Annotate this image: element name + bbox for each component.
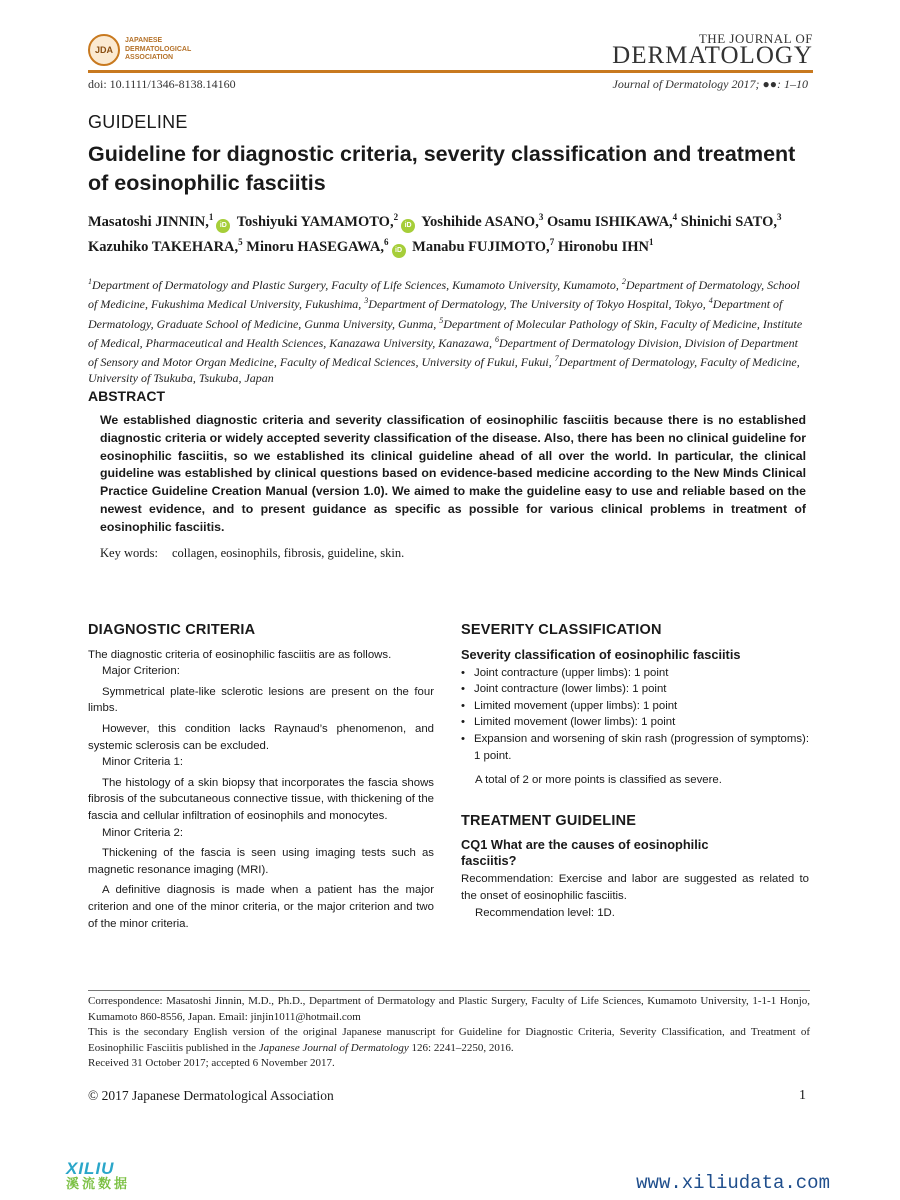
watermark-url: www.xiliudata.com: [636, 1172, 830, 1194]
abstract-heading: ABSTRACT: [88, 388, 165, 404]
orcid-icon[interactable]: iD: [392, 244, 406, 258]
original-journal-name: Japanese Journal of Dermatology: [258, 1041, 409, 1054]
author-affiliation-marker: 3: [776, 212, 782, 222]
major-criterion-note: However, this condition lacks Raynaud’s phenomenon, and systemic sclerosis can be excluded.: [88, 722, 434, 752]
list-item-text: Joint contracture (lower limbs): 1 point: [474, 683, 667, 696]
author-affiliation-marker: 2: [393, 212, 399, 222]
list-item: [461, 731, 809, 764]
author-list: [88, 208, 808, 258]
affiliation-text: Department of Dermatology, Graduate School of Medicine, Gunma University, Gunma,: [88, 297, 783, 331]
affiliation-number: 5: [439, 315, 444, 325]
list-item: [461, 665, 809, 682]
affiliation-number: 1: [88, 277, 92, 286]
list-item: [461, 681, 809, 698]
bullet-icon: •: [461, 716, 465, 729]
watermark-logo-latin: XILIU: [66, 1159, 115, 1178]
translation-note-prefix: This is the secondary English version of the original Japanese manuscript for Guideline for Diagnostic Criteria, Severity Classification, and Treatment of Eosinophilic Fasciitis published in the: [88, 1026, 810, 1054]
affiliation-text: Department of Dermatology, The University of Tokyo Hospital, Tokyo,: [368, 297, 709, 312]
list-item-text: Joint contracture (upper limbs): 1 point: [474, 666, 669, 679]
journal-title-large: DERMATOLOGY: [612, 42, 813, 69]
affiliation-list: [88, 274, 810, 387]
diagnostic-criteria-heading: DIAGNOSTIC CRITERIA: [88, 622, 256, 638]
diagnosis-conclusion: A definitive diagnosis is made when a patient has the major criterion and one of the minor criteria, or the major criterion and two of the minor criteria.: [88, 884, 434, 930]
major-criterion-label: Major Criterion:: [102, 665, 180, 678]
cq1-title: CQ1 What are the causes of eosinophilic fasciitis?: [461, 837, 709, 869]
author-name: Osamu ISHIKAWA,: [546, 213, 673, 230]
list-item-text: Limited movement (upper limbs): 1 point: [474, 699, 678, 712]
list-item: [461, 714, 809, 731]
doi-link[interactable]: doi: 10.1111/1346-8138.14160: [88, 77, 236, 91]
minor-criteria-2-text: Thickening of the fascia is seen using imaging tests such as magnetic resonance imaging (MRI).: [88, 847, 434, 876]
translation-note-suffix: 126: 2241–2250, 2016.: [408, 1041, 514, 1054]
article-title: Guideline for diagnostic criteria, severity classification and treatment of eosinophilic fasciitis: [88, 142, 796, 195]
bullet-icon: •: [461, 732, 465, 745]
journal-reference: Journal of Dermatology 2017; ●●: 1–10: [612, 77, 808, 91]
correspondence-note: Correspondence: Masatoshi Jinnin, M.D., Ph.D., Department of Dermatology and Plastic Surgery, Faculty of Life Sciences, Kumamoto University, 1-1-1 Honjo, Kumamoto 860-8556, Japan. Email: jinjin1011@hotmail.com: [88, 995, 810, 1023]
affiliation-number: 7: [554, 354, 559, 364]
right-column: [461, 622, 809, 921]
affiliation-number: 6: [494, 334, 499, 344]
bullet-icon: •: [461, 683, 465, 696]
orcid-icon[interactable]: iD: [401, 219, 415, 233]
affiliation-text: Department of Dermatology Division, Division of Department of Sensory and Motor Organ Medicine, Faculty of Medical Sciences, University of Fukui, Fukui,: [88, 335, 798, 370]
left-column: [88, 622, 434, 932]
keywords-list: collagen, eosinophils, fibrosis, guideline, skin.: [171, 546, 405, 560]
author-affiliation-marker: 1: [208, 212, 214, 222]
received-dates: Received 31 October 2017; accepted 6 November 2017.: [88, 1057, 335, 1069]
watermark-logo: [66, 1160, 130, 1193]
footer-rule: [88, 990, 810, 991]
copyright-notice: © 2017 Japanese Dermatological Association: [88, 1088, 334, 1103]
journal-title-small: THE JOURNAL OF: [698, 31, 813, 46]
list-item: [461, 698, 809, 715]
author-affiliation-marker: 3: [538, 212, 544, 222]
page-number: 1: [799, 1088, 806, 1103]
minor-criteria-1-text: The histology of a skin biopsy that incorporates the fascia shows fibrosis of the subcutaneous connective tissue, with thickening of the fascia and cellular infiltration of eosinophils and monocytes.: [88, 776, 434, 822]
list-item-text: Limited movement (lower limbs): 1 point: [474, 716, 676, 729]
abstract-text: We established diagnostic criteria and severity classification of eosinophilic fasciitis because there is no established diagnostic criteria or widely accepted severity classification of the disease. Also, there has been no clinical guideline for eosinophilic fasciitis, so we established its clinical guideline ahead of all over the world. In particular, the clinical guideline was established by clinical questions based on evidence-based medicine according to the New Minds Clinical Practice Guideline Creation Manual (version 1.0). We aimed to make the guideline easy to use and reliable based on the newest evidence, and to present guidance as specific as possible for various clinical problems in treatment of eosinophilic fasciitis.: [100, 413, 806, 534]
affiliation-number: 4: [708, 296, 713, 306]
author-name: Toshiyuki YAMAMOTO,: [236, 213, 394, 230]
affiliation-text: Department of Dermatology and Plastic Surgery, Faculty of Life Sciences, Kumamoto University, Kumamoto,: [92, 278, 622, 292]
author-name: Shinichi SATO,: [680, 213, 777, 230]
affiliation-number: 3: [364, 296, 369, 306]
list-item-text: Expansion and worsening of skin rash (progression of symptoms): 1 point.: [474, 732, 809, 762]
severity-subheading: Severity classification of eosinophilic fasciitis: [461, 646, 741, 662]
author-name: Masatoshi JINNIN,: [88, 213, 209, 230]
diagnostic-intro: The diagnostic criteria of eosinophilic fasciitis are as follows.: [88, 648, 392, 661]
author-name: Hironobu IHN: [557, 238, 650, 255]
bullet-icon: •: [461, 666, 465, 679]
article-type: GUIDELINE: [88, 112, 188, 132]
orcid-icon[interactable]: iD: [216, 219, 230, 233]
society-logo: JDA: [88, 34, 120, 66]
severity-classification-heading: SEVERITY CLASSIFICATION: [461, 622, 662, 638]
author-affiliation-marker: 7: [549, 236, 555, 247]
keywords-label: Key words:: [100, 546, 158, 560]
author-affiliation-marker: 5: [238, 236, 243, 247]
severity-list: [461, 665, 809, 765]
cq1-recommendation-level: Recommendation level: 1D.: [475, 906, 615, 919]
treatment-guideline-heading: TREATMENT GUIDELINE: [461, 812, 637, 829]
major-criterion-text: Symmetrical plate-like sclerotic lesions are present on the four limbs.: [88, 685, 434, 715]
author-name: Minoru HASEGAWA,: [246, 238, 385, 255]
keywords: [100, 546, 404, 561]
author-name: Manabu FUJIMOTO,: [412, 238, 550, 255]
cq1-recommendation: Recommendation: Exercise and labor are suggested as related to the onset of eosinophilic fasciitis.: [461, 873, 809, 902]
translation-note: [88, 1025, 810, 1056]
bullet-icon: •: [461, 699, 465, 712]
author-name: Yoshihide ASANO,: [421, 213, 539, 230]
header-rule: [88, 70, 813, 73]
author-affiliation-marker: 4: [672, 212, 678, 222]
society-name: JAPANESE DERMATOLOGICAL ASSOCIATION: [125, 37, 192, 61]
minor-criteria-2-label: Minor Criteria 2:: [102, 826, 184, 839]
author-affiliation-marker: 6: [384, 236, 389, 247]
minor-criteria-1-label: Minor Criteria 1:: [102, 756, 184, 769]
severity-total: A total of 2 or more points is classified as severe.: [475, 774, 722, 787]
affiliation-text: Department of Dermatology, School of Medicine, Fukushima Medical University, Fukushima,: [88, 278, 800, 312]
affiliation-number: 2: [621, 277, 626, 286]
watermark-logo-cjk: 溪流数据: [66, 1177, 131, 1192]
author-name: Kazuhiko TAKEHARA,: [88, 238, 239, 255]
footnotes: [88, 994, 810, 1072]
affiliation-text: Department of Molecular Pathology of Skin, Faculty of Medicine, Institute of Medical, Pharmaceutical and Health Sciences, Kanazawa University, Kanazawa,: [88, 316, 803, 350]
affiliation-text: Department of Dermatology, Faculty of Medicine, University of Tsukuba, Tsukuba, Japan: [88, 355, 800, 386]
author-affiliation-marker: 1: [649, 236, 654, 247]
